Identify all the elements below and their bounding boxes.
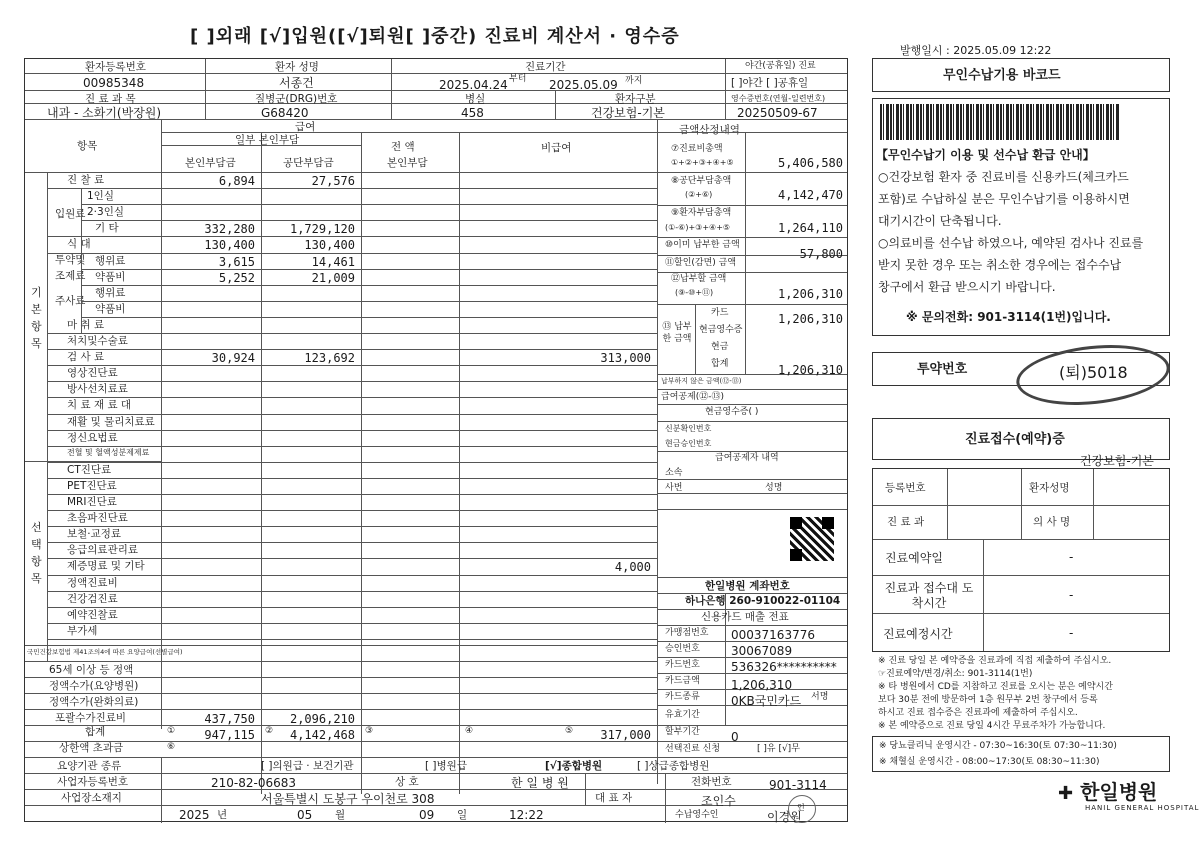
row-care-label: 정액수가(요양병원) — [49, 680, 139, 692]
calc-r7-label: ⑦진료비총액 — [671, 144, 723, 154]
guide-line: 대기시간이 단축됩니다. — [878, 214, 1002, 228]
time: 12:22 — [509, 808, 544, 822]
day: 09 — [419, 808, 435, 822]
barcode-icon — [880, 104, 1120, 140]
year-word: 년 — [217, 809, 228, 821]
calc-r9-sub: (①-⑥)+③+④+⑤ — [665, 223, 731, 232]
rep-label: 대 표 자 — [595, 792, 633, 804]
header-noncovered: 비급여 — [541, 142, 572, 154]
hospital-cross-icon: ✚ — [1058, 783, 1074, 804]
note-line: ※ 진료 당일 본 예약증을 진료과에 직접 제출하여 주십시오. — [878, 656, 1112, 666]
r-reg-label: 등록번호 — [885, 482, 926, 494]
item-row-public: 130,400 — [304, 238, 355, 253]
approval-label: 승인번호 — [665, 644, 700, 654]
biz-no: 210-82-06683 — [211, 776, 297, 790]
group-inj-label: 주사료 — [55, 295, 86, 307]
qr-code-icon — [790, 517, 834, 561]
r-time-value: - — [1069, 626, 1074, 640]
patient-type-label: 환자구분 — [615, 93, 656, 105]
group-room-label: 입원료 — [55, 208, 86, 220]
item-row-public: 21,009 — [311, 270, 355, 285]
item-row-label: 기 타 — [95, 222, 119, 235]
cash-approval-label: 현금승인번호 — [665, 439, 712, 448]
card-slip-title: 신용카드 매출 전표 — [701, 611, 789, 623]
item-row-label: 검 사 료 — [67, 351, 105, 364]
paid-sum-label: 합계 — [711, 359, 729, 369]
patient-name-value: 서종건 — [279, 76, 314, 90]
period-from-word: 부터 — [509, 74, 527, 84]
r-arrive-value: - — [1069, 588, 1074, 602]
row-divider — [81, 220, 657, 221]
tel-label: 전화번호 — [691, 776, 732, 788]
header-public: 공단부담금 — [283, 157, 334, 169]
reservation-patient-type: 건강보험-기본 — [1080, 454, 1154, 468]
row-divider — [47, 639, 657, 640]
dept-value: 내과 - 소화기(박장원) — [47, 106, 162, 120]
tel-no: 901-3114 — [769, 778, 827, 792]
item-row-label: 식 대 — [67, 238, 91, 251]
row-divider — [47, 446, 657, 447]
item-row-label: 영상진단료 — [67, 367, 118, 380]
optional-items-label: 선 택 항 목 — [31, 521, 42, 585]
total-public: 4,142,468 — [289, 728, 355, 742]
item-row-label: PET진단료 — [67, 479, 117, 492]
room-value: 458 — [461, 106, 484, 120]
r-arrive-label: 진료과 접수대 도착시간 — [884, 581, 974, 610]
day-word: 일 — [457, 809, 468, 821]
merchant-no: 00037163776 — [731, 628, 815, 642]
item-row-nc: 4,000 — [614, 560, 651, 575]
hospital-logo-sub: HANIL GENERAL HOSPITAL — [1085, 804, 1200, 812]
merchant-label: 가맹점번호 — [665, 628, 709, 638]
month: 05 — [297, 808, 313, 822]
law-row-label: 국민건강보험법 제41조의4에 따른 요양급여(선별급여) — [27, 648, 183, 656]
item-row-label: 약품비 — [95, 270, 126, 283]
installment-label: 할부기간 — [665, 727, 700, 737]
period-to-word: 까지 — [625, 76, 643, 86]
r-doctor-label: 의 사 명 — [1033, 516, 1071, 528]
name-label: 환자 성명 — [275, 61, 319, 73]
row-divider — [47, 365, 657, 366]
guide-line: 받지 못한 경우 또는 취소한 경우에는 접수수납 — [878, 258, 1122, 272]
paid-cash-label: 현금 — [711, 342, 729, 352]
note-line: ☞진료예약/변경/취소: 901-3114(1번) — [878, 669, 1033, 679]
item-row-label: 전혈 및 혈액성분제제료 — [67, 447, 150, 457]
reg-no-label: 환자등록번호 — [85, 61, 146, 73]
installment-value: 0 — [731, 730, 739, 744]
selective-options: [ ]유 [√]무 — [757, 744, 800, 754]
item-row-label: 예약진찰료 — [67, 608, 118, 621]
calc-r8-sub: (②+⑥) — [685, 190, 713, 199]
guide-line: 창구에서 환급 받으시기 바랍니다. — [878, 280, 1056, 294]
receiver-label: 수납영수인 — [675, 810, 719, 820]
night-label: 야간(공휴일) 진료 — [745, 61, 816, 71]
group-med-label-2: 조제료 — [55, 270, 86, 282]
item-row-nc: 313,000 — [600, 351, 651, 366]
note-line: 하시고 진료 접수증은 진료과에 제출하여 주십시오. — [878, 708, 1078, 718]
reg-no-value: 00985348 — [83, 76, 145, 90]
item-row-label: 처치및수술료 — [67, 335, 128, 347]
r-date-label: 진료예약일 — [885, 551, 943, 565]
item-row-label: 재활 및 물리치료료 — [67, 415, 155, 428]
dose-number: (퇴)5018 — [1059, 363, 1128, 382]
calc-title: 금액산정내역 — [679, 124, 740, 136]
hospital-logo — [1058, 782, 1157, 803]
item-row-label: 응급의료관리료 — [67, 544, 139, 557]
patient-type-value: 건강보험-기본 — [591, 106, 665, 120]
circle-3: ③ — [365, 726, 374, 736]
drg-label: 질병군(DRG)번호 — [255, 93, 338, 105]
note-line: ※ 본 예약증으로 진료 당일 4시간 무료주차가 가능합니다. — [878, 721, 1106, 731]
inst-opt-1: [ ]의원급 · 보건기관 — [261, 760, 354, 772]
card-amount: 1,206,310 — [731, 678, 793, 692]
deduct-name-label: 성명 — [765, 483, 783, 493]
row-divider — [47, 494, 657, 495]
row-inclusive-label: 포괄수가진료비 — [55, 712, 127, 724]
card-amount-label: 카드금액 — [665, 676, 700, 686]
item-row-public: 14,461 — [311, 254, 355, 269]
total-noncovered: 317,000 — [600, 728, 651, 742]
guide-line: ○의료비를 선수납 하였으나, 예약된 검사나 진료를 — [878, 236, 1144, 250]
group-divider — [81, 188, 82, 333]
receipt-form — [24, 58, 848, 822]
item-row-label: 정액진료비 — [67, 576, 118, 589]
card-sign-label: 서명 — [811, 692, 829, 702]
calc-r13-label: ⑬ 납부한 금액 — [662, 322, 692, 344]
deduct-label: 급여공제(⑫-⑬) — [661, 392, 725, 402]
row-divider — [81, 301, 657, 302]
biz-no-label: 사업자등록번호 — [57, 776, 129, 788]
receipt-no-label: 영수증번호(연월-일련번호) — [731, 94, 826, 103]
item-row-label: 행위료 — [95, 254, 126, 267]
inst-opt-3: [√]종합병원 — [545, 760, 603, 772]
item-row-label: 초음파진단료 — [67, 512, 128, 525]
inst-opt-4: [ ]상급종합병원 — [637, 760, 710, 772]
circle-4: ④ — [465, 726, 474, 736]
basic-items-label: 기 본 항 목 — [31, 286, 42, 350]
seal-text: 인 — [797, 803, 805, 812]
calc-r10-label: ⑩이미 납부한 금액 — [665, 240, 740, 250]
reservation-title: 진료접수(예약)증 — [965, 432, 1065, 447]
row-divider — [47, 414, 657, 415]
row-divider — [81, 285, 657, 286]
row-divider — [47, 623, 657, 624]
circle-1: ① — [167, 726, 176, 736]
valid-period-label: 유효기간 — [665, 710, 700, 720]
room-label: 병실 — [465, 93, 486, 105]
clinic-hours-2: ※ 채혈실 운영시간 - 08:00~17:30(토 08:30~11:30) — [879, 757, 1100, 767]
receipt-no-value: 20250509-67 — [737, 106, 818, 120]
document-title: [ ]외래 [√]입원([√]퇴원[ ]중간) 진료비 계산서 · 영수증 — [190, 26, 680, 47]
inst-opt-2: [ ]병원급 — [425, 760, 467, 772]
bank-title: 한일병원 계좌번호 — [705, 580, 790, 592]
drg-value: G68420 — [261, 106, 309, 120]
seal-stamp — [788, 795, 816, 823]
guide-title: 【무인수납기 이용 및 선수납 환급 안내】 — [876, 148, 1095, 162]
calc-r12-sub: (⑨-⑩+⑪) — [675, 288, 714, 297]
total-self: 947,115 — [204, 728, 255, 742]
dose-label: 투약번호 — [917, 362, 968, 377]
deduction-title: 급여공제자 내역 — [715, 453, 779, 463]
paid-card-amount: 1,206,310 — [777, 312, 843, 326]
note-line: 보다 30분 전에 방문하여 1층 원무부 2번 창구에서 등록 — [878, 695, 1098, 705]
row-divider — [47, 188, 657, 189]
item-row-label: 마 취 료 — [67, 318, 105, 331]
item-row-label: 부가세 — [67, 624, 98, 637]
item-row-self: 130,400 — [204, 238, 255, 253]
calc-r12-label: ⑫납부할 금액 — [671, 274, 727, 284]
hospital-logo-text: 한일병원 — [1080, 780, 1158, 804]
header-partial: 일부 본인부담 — [235, 134, 300, 146]
cash-receipt-title: 현금영수증( ) — [705, 407, 759, 417]
selective-label: 선택진료 신청 — [665, 744, 721, 754]
approval-no: 30067089 — [731, 644, 793, 658]
calc-r8-label: ⑧공단부담총액 — [671, 176, 732, 186]
item-row-self: 332,280 — [204, 222, 255, 237]
item-row-label: 보철·교정료 — [67, 528, 122, 541]
total-label: 합계 — [85, 726, 106, 738]
row-divider — [47, 236, 657, 237]
item-row-self: 3,615 — [218, 254, 255, 269]
row-divider — [47, 462, 657, 463]
employee-no-label: 사번 — [665, 483, 683, 493]
period-label: 진료기간 — [525, 61, 566, 73]
clinic-hours-box — [872, 736, 1170, 772]
org-label: 소속 — [665, 468, 683, 478]
row-divider — [47, 575, 657, 576]
paid-cash-receipt-label: 현금영수증 — [699, 325, 743, 335]
item-row-label: 1인실 — [87, 190, 114, 203]
calc-public-amount: 4,142,470 — [777, 188, 843, 202]
row-divider — [47, 430, 657, 431]
row-divider — [81, 317, 657, 318]
header-full-self-2: 본인부담 — [387, 157, 428, 169]
rep-name: 조인수 — [701, 794, 736, 808]
row-divider — [47, 381, 657, 382]
row-divider — [47, 333, 657, 334]
item-row-label: 진 찰 료 — [67, 174, 105, 186]
calc-patient-amount: 1,264,110 — [777, 221, 843, 235]
item-row-label: 건강검진료 — [67, 592, 118, 605]
row-divider — [47, 542, 657, 543]
paid-card-label: 카드 — [711, 308, 729, 318]
calc-r11-label: ⑪할인(감면) 금액 — [665, 258, 737, 268]
circle-2: ② — [265, 726, 274, 736]
item-row-label: 제증명료 및 기타 — [67, 560, 145, 573]
circle-5: ⑤ — [565, 726, 574, 736]
row-divider — [47, 526, 657, 527]
month-word: 월 — [335, 809, 346, 821]
night-options: [ ]야간 [ ]공휴일 — [731, 77, 809, 89]
handwritten-circle — [1013, 338, 1172, 412]
r-name-label: 환자성명 — [1029, 482, 1070, 494]
card-no: 536326********** — [731, 660, 837, 674]
header-full-self: 전 액 — [391, 141, 415, 153]
row-divider — [47, 607, 657, 608]
r-date-value: - — [1069, 550, 1074, 564]
reservation-table — [872, 468, 1170, 652]
row-divider — [47, 478, 657, 479]
item-row-label: 약품비 — [95, 302, 126, 315]
barcode-title: 무인수납기용 바코드 — [943, 68, 1061, 83]
dept-label: 진 료 과 목 — [85, 93, 136, 105]
calc-r9-label: ⑨환자부담총액 — [671, 208, 732, 218]
item-row-label: 행위료 — [95, 286, 126, 299]
item-row-label: 2·3인실 — [87, 206, 124, 219]
item-row-public: 123,692 — [304, 351, 355, 366]
header-self: 본인부담금 — [185, 157, 236, 169]
inclusive-self: 437,750 — [204, 712, 255, 726]
unpaid-label: 납부하지 않은 금액(⑫-⑬) — [661, 377, 742, 385]
item-row-label: CT진단료 — [67, 463, 112, 476]
inclusive-public: 2,096,210 — [289, 712, 355, 726]
row-divider — [47, 397, 657, 398]
row-divider — [81, 269, 657, 270]
item-row-label: MRI진단료 — [67, 496, 117, 508]
row-divider — [81, 204, 657, 205]
header-covered: 급여 — [295, 121, 316, 133]
address: 서울특별시 도봉구 우이천로 308 — [261, 792, 435, 806]
address-label: 사업장소재지 — [61, 792, 122, 804]
group-med-label-1: 투약및 — [55, 254, 86, 266]
item-row-public: 1,729,120 — [289, 222, 355, 237]
item-row-label: 치 료 재 료 대 — [67, 399, 132, 412]
item-row-label: 정신요법료 — [67, 431, 118, 444]
inquiry-phone: ※ 문의전화: 901-3114(1번)입니다. — [906, 310, 1111, 324]
period-to: 2025.05.09 — [549, 78, 618, 92]
row-divider — [47, 349, 657, 350]
cap-excess-label: 상한액 초과금 — [59, 742, 124, 754]
row-divider — [47, 253, 657, 254]
r-dept-label: 진 료 과 — [887, 516, 925, 528]
row-divider — [47, 591, 657, 592]
row-palliative-label: 정액수가(완화의료) — [49, 696, 139, 708]
trade-name: 한 일 병 원 — [511, 776, 569, 790]
note-line: ※ 타 병원에서 CD를 지참하고 진료를 오시는 분은 예약시간 — [878, 682, 1113, 692]
calc-prepaid-amount: 57,800 — [799, 247, 843, 261]
bank-account: 하나은행 260-910022-01104 — [685, 595, 841, 607]
calc-due-amount: 1,206,310 — [777, 287, 843, 301]
card-kind: 0KB국민카드 — [731, 694, 802, 708]
calc-total-amount: 5,406,580 — [777, 156, 843, 170]
item-row-self: 6,894 — [218, 174, 255, 188]
guide-line: 포함)로 수납하실 분은 무인수납기를 이용하시면 — [878, 192, 1130, 206]
paid-sum-amount: 1,206,310 — [777, 363, 843, 377]
row-65-label: 65세 이상 등 정액 — [49, 664, 134, 676]
receiver-name: 이경원 — [767, 810, 802, 824]
item-row-self: 5,252 — [218, 270, 255, 285]
barcode-title-box — [872, 58, 1170, 92]
trade-label: 상 호 — [395, 776, 419, 788]
item-row-self: 30,924 — [211, 351, 255, 366]
clinic-hours-1: ※ 당뇨클리닉 운영시간 - 07:30~16:30(토 07:30~11:30) — [879, 741, 1117, 751]
institution-type-label: 요양기관 종류 — [57, 760, 122, 772]
circle-6: ⑥ — [167, 742, 176, 752]
period-from: 2025.04.24 — [439, 78, 508, 92]
issue-datetime: 발행일시 : 2025.05.09 12:22 — [900, 44, 1052, 57]
id-check-label: 신분확인번호 — [665, 424, 712, 433]
header-item: 항목 — [77, 140, 98, 152]
item-row-label: 방사선치료료 — [67, 383, 128, 396]
calc-r7-sub: ①+②+③+④+⑤ — [671, 158, 734, 167]
year: 2025 — [179, 808, 210, 822]
r-time-label: 진료예정시간 — [883, 627, 953, 641]
row-divider — [47, 510, 657, 511]
item-row-public: 27,576 — [311, 174, 355, 188]
card-no-label: 카드번호 — [665, 660, 700, 670]
card-kind-label: 카드종류 — [665, 692, 700, 702]
guide-line: ○건강보험 환자 중 진료비를 신용카드(체크카드 — [878, 170, 1129, 184]
